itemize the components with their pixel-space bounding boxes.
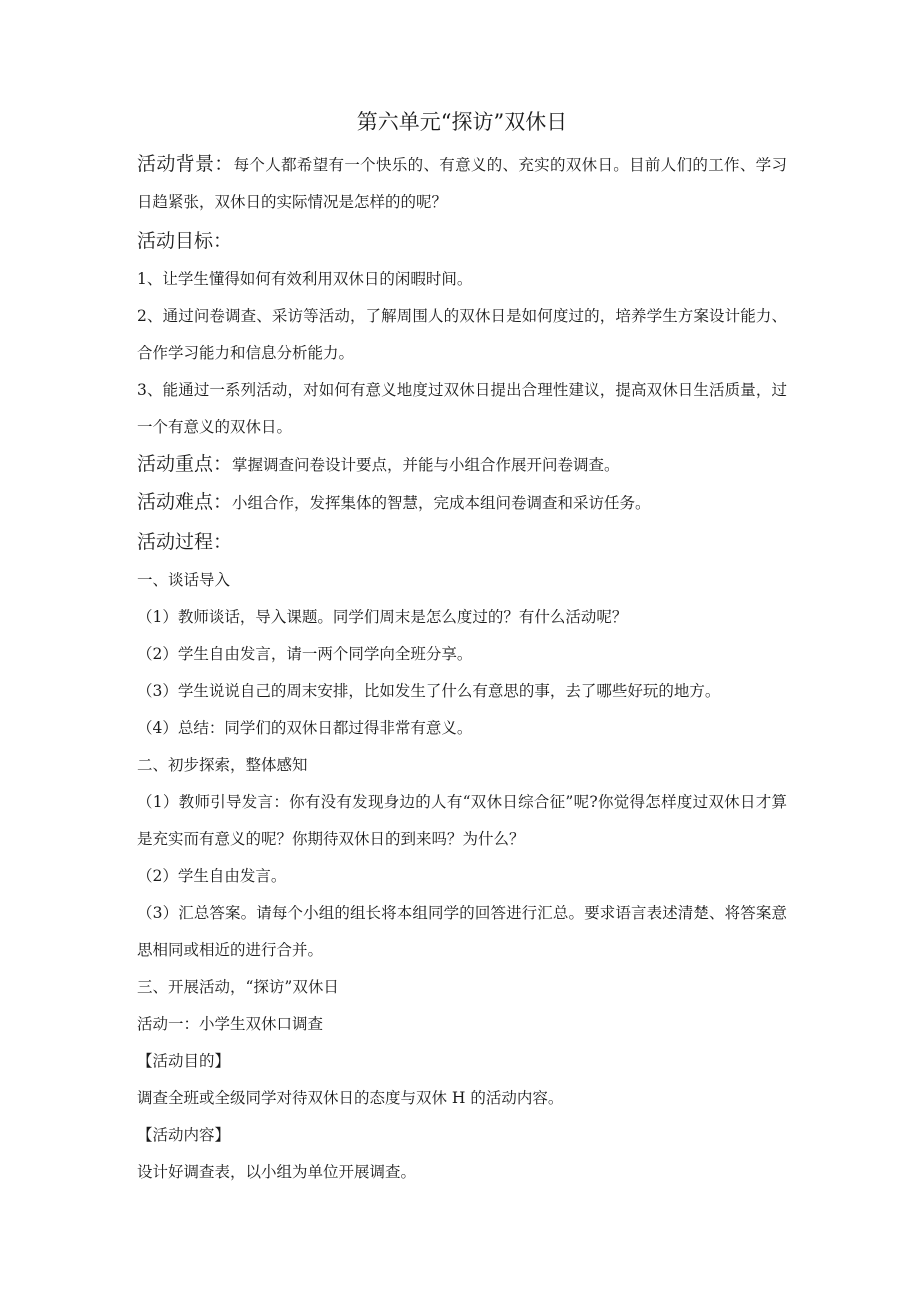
section2-item-2: （2）学生自由发言。 — [137, 867, 287, 885]
document-content — [137, 108, 787, 1191]
key-point-text: 掌握调查问卷设计要点，并能与小组合作展开问卷调查。 — [232, 456, 620, 474]
section1-item-3: （3）学生说说自己的周末安排，比如发生了什么有意思的事，去了哪些好玩的地方。 — [137, 682, 721, 700]
purpose-label: 【活动目的】 — [137, 1052, 231, 1070]
content-label: 【活动内容】 — [137, 1126, 231, 1144]
activity1-title: 活动一：小学生双休口调查 — [137, 1015, 324, 1033]
section2-item-1: （1）教师引导发言：你有没有发现身边的人有“双休日综合征”呢?你觉得怎样度过双休日才算是充实而有意义的呢？你期待双休日的到来吗？为什么？ — [137, 793, 787, 848]
section3-title: 三、开展活动，“探访”双休日 — [137, 978, 339, 996]
difficulty-text: 小组合作，发挥集体的智慧，完成本组问卷调查和采访任务。 — [232, 494, 651, 512]
goal-item-3: 3、能通过一系列活动，对如何有意义地度过双休日提出合理性建议，提高双休日生活质量，过一个有意义的双休日。 — [137, 381, 787, 436]
purpose-text: 调查全班或全级同学对待双休日的态度与双休 H 的活动内容。 — [137, 1089, 564, 1107]
section1-item-2: （2）学生自由发言，请一两个同学向全班分享。 — [137, 645, 473, 663]
section1-item-4: （4）总结：同学们的双休日都过得非常有意义。 — [137, 719, 473, 737]
key-point-label: 活动重点： — [137, 453, 233, 475]
content-text: 设计好调查表，以小组为单位开展调查。 — [137, 1163, 417, 1181]
background-paragraph — [137, 146, 787, 221]
difficulty-paragraph — [137, 484, 787, 522]
section1-title: 一、谈话导入 — [137, 571, 231, 589]
process-label: 活动过程： — [137, 531, 233, 553]
key-point-paragraph — [137, 446, 787, 484]
document-title: 第六单元“探访”双休日 — [356, 110, 568, 134]
background-label: 活动背景： — [137, 153, 234, 175]
background-text: 每个人都希望有一个快乐的、有意义的、充实的双休日。目前人们的工作、学习日趋紧张，双休日的实际情况是怎样的的呢？ — [137, 156, 787, 211]
difficulty-label: 活动难点： — [137, 491, 233, 513]
section2-item-3: （3）汇总答案。请每个小组的组长将本组同学的回答进行汇总。要求语言表述清楚、将答案意思相同或相近的进行合并。 — [137, 904, 787, 959]
section2-title: 二、初步探索，整体感知 — [137, 756, 308, 774]
goal-item-1: 1、让学生懂得如何有效利用双休日的闲暇时间。 — [137, 270, 473, 288]
section1-item-1: （1）教师谈话，导入课题。同学们周末是怎么度过的？有什么活动呢？ — [137, 608, 628, 626]
goal-item-2: 2、通过问卷调查、采访等活动，了解周围人的双休日是如何度过的，培养学生方案设计能力、合作学习能力和信息分析能力。 — [137, 307, 787, 362]
goals-label: 活动目标： — [137, 230, 233, 252]
